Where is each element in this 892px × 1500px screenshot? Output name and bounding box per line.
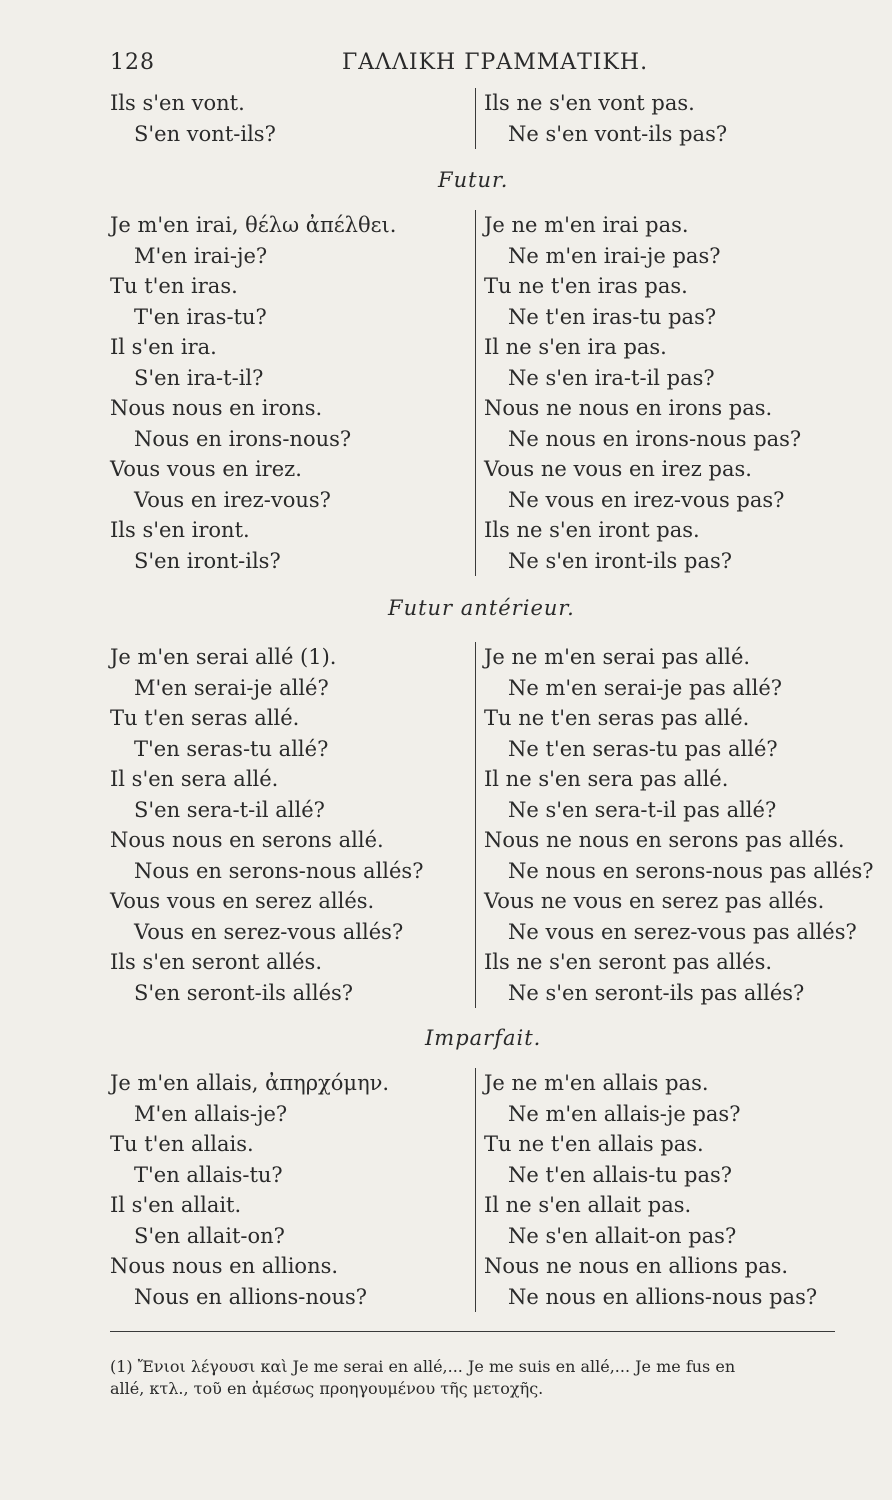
negative-column (475, 642, 874, 1008)
verb-form-line: S'en allait-on? (134, 1223, 285, 1248)
verb-form-line: Il s'en ira. (110, 335, 217, 359)
verb-form-line: Ne s'en seront-ils pas allés? (508, 980, 805, 1005)
verb-form-line: Tu ne t'en seras pas allé. (484, 706, 750, 730)
verb-form-line: Ils s'en vont. (110, 91, 245, 115)
verb-form-line: Ne s'en iront-ils pas? (508, 548, 732, 573)
verb-form-line: Ils s'en seront allés. (110, 950, 322, 974)
verb-form-line: Il ne s'en ira pas. (484, 335, 667, 359)
verb-form-line: Ne nous en irons-nous pas? (508, 426, 802, 451)
verb-form-line: Tu ne t'en iras pas. (484, 274, 688, 298)
verb-form-line: T'en seras-tu allé? (134, 736, 329, 761)
verb-form-line: M'en serai-je allé? (134, 675, 329, 700)
verb-form-line: Vous en serez-vous allés? (134, 919, 404, 944)
verb-form-line: M'en allais-je? (134, 1101, 288, 1126)
footnote-rule (110, 1331, 835, 1332)
verb-form-line: Il s'en allait. (110, 1193, 242, 1217)
verb-form-line: Vous vous en irez. (110, 457, 302, 481)
negative-column (475, 1068, 849, 1312)
verb-form-line: Vous ne vous en irez pas. (484, 457, 752, 481)
verb-form-line: Ne t'en allais-tu pas? (508, 1162, 733, 1187)
verb-form-line: S'en vont-ils? (134, 121, 276, 146)
verb-form-line: Tu t'en iras. (110, 274, 238, 298)
verb-form-line: Nous nous en serons allé. (110, 828, 384, 852)
verb-form-line: Ne s'en allait-on pas? (508, 1223, 737, 1248)
verb-form-line: Nous ne nous en allions pas. (484, 1254, 789, 1278)
verb-form-line: Il ne s'en sera pas allé. (484, 767, 729, 791)
verb-form-line: Tu t'en seras allé. (110, 706, 300, 730)
verb-form-line: Tu t'en allais. (110, 1132, 254, 1156)
verb-form-line: Il s'en sera allé. (110, 767, 279, 791)
verb-form-line: Ne s'en sera-t-il pas allé? (508, 797, 777, 822)
verb-form-line: S'en seront-ils allés? (134, 980, 354, 1005)
verb-form-line: Ils s'en iront. (110, 518, 250, 542)
verb-form-line: T'en allais-tu? (134, 1162, 283, 1187)
verb-form-line: Je m'en allais, ἀπηρχόμην. (110, 1071, 390, 1095)
footnote (110, 1356, 835, 1400)
negative-column (475, 88, 849, 149)
affirmative-column (110, 210, 460, 576)
verb-form-line: Je m'en serai allé (1). (110, 645, 337, 669)
verb-form-line: Ils ne s'en seront pas allés. (484, 950, 773, 974)
verb-form-line: Ne m'en irai-je pas? (508, 243, 721, 268)
verb-form-line: Vous vous en serez allés. (110, 889, 375, 913)
section-heading-futur: Futur. (438, 168, 509, 192)
verb-form-line: Ne m'en serai-je pas allé? (508, 675, 783, 700)
verb-form-line: Nous en allions-nous? (134, 1284, 368, 1309)
verb-form-line: T'en iras-tu? (134, 304, 267, 329)
footnote-line: allé, κτλ., τοῦ en ἀμέσως προηγουμένου τῆς μετοχῆς. (110, 1379, 544, 1398)
section-heading-imparfait: Imparfait. (425, 1026, 542, 1050)
verb-form-line: Nous en serons-nous allés? (134, 858, 424, 883)
verb-form-line: Ils ne s'en vont pas. (484, 91, 695, 115)
verb-form-line: S'en iront-ils? (134, 548, 281, 573)
verb-form-line: Il ne s'en allait pas. (484, 1193, 692, 1217)
affirmative-column (110, 1068, 460, 1312)
verb-form-line: Ne vous en serez-vous pas allés? (508, 919, 857, 944)
footnote-line: (1) Ἔνιοι λέγουσι καὶ Je me serai en allé,... Je me suis en allé,... Je me fus en (110, 1357, 736, 1376)
verb-form-line: Ne m'en allais-je pas? (508, 1101, 741, 1126)
verb-form-line: Vous ne vous en serez pas allés. (484, 889, 825, 913)
verb-form-line: Nous ne nous en irons pas. (484, 396, 773, 420)
verb-form-line: Ne s'en ira-t-il pas? (508, 365, 715, 390)
verb-form-line: M'en irai-je? (134, 243, 268, 268)
verb-form-line: S'en ira-t-il? (134, 365, 264, 390)
verb-form-line: Je m'en irai, θέλω ἀπέλθει. (110, 213, 397, 237)
verb-form-line: Je ne m'en serai pas allé. (484, 645, 751, 669)
verb-form-line: Ne s'en vont-ils pas? (508, 121, 728, 146)
verb-form-line: Ne t'en iras-tu pas? (508, 304, 717, 329)
verb-form-line: Ne nous en allions-nous pas? (508, 1284, 818, 1309)
verb-form-line: Nous en irons-nous? (134, 426, 352, 451)
page-number: 128 (110, 50, 155, 75)
verb-form-line: Vous en irez-vous? (134, 487, 331, 512)
verb-form-line: S'en sera-t-il allé? (134, 797, 325, 822)
verb-form-line: Ne nous en serons-nous pas allés? (508, 858, 874, 883)
verb-form-line: Ne t'en seras-tu pas allé? (508, 736, 778, 761)
verb-form-line: Nous ne nous en serons pas allés. (484, 828, 845, 852)
verb-form-line: Tu ne t'en allais pas. (484, 1132, 704, 1156)
verb-form-line: Nous nous en irons. (110, 396, 323, 420)
affirmative-column (110, 88, 460, 149)
running-head (110, 50, 840, 84)
verb-form-line: Je ne m'en irai pas. (484, 213, 689, 237)
running-title: ΓΑΛΛΙΚΗ ΓΡΑΜΜΑΤΙΚΗ. (342, 50, 649, 75)
verb-form-line: Ils ne s'en iront pas. (484, 518, 700, 542)
verb-form-line: Nous nous en allions. (110, 1254, 339, 1278)
verb-form-line: Je ne m'en allais pas. (484, 1071, 709, 1095)
verb-form-line: Ne vous en irez-vous pas? (508, 487, 785, 512)
negative-column (475, 210, 849, 576)
affirmative-column (110, 642, 460, 1008)
section-heading-futur-anterieur: Futur antérieur. (388, 596, 575, 620)
